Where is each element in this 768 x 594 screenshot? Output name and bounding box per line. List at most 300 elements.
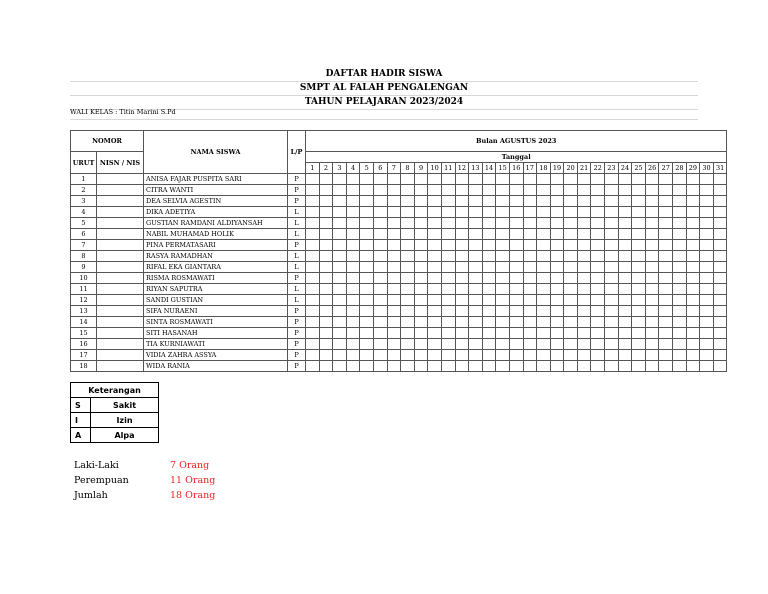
attendance-cell bbox=[713, 339, 727, 350]
attendance-cell bbox=[319, 273, 333, 284]
attendance-cell bbox=[441, 350, 455, 361]
student-name: DIKA ADETIYA bbox=[144, 207, 288, 218]
attendance-cell bbox=[537, 207, 551, 218]
day-number: 25 bbox=[632, 163, 646, 174]
attendance-cell bbox=[605, 295, 619, 306]
attendance-cell bbox=[373, 295, 387, 306]
student-nisn bbox=[97, 306, 144, 317]
day-number: 13 bbox=[469, 163, 483, 174]
attendance-cell bbox=[577, 306, 591, 317]
attendance-cell bbox=[319, 229, 333, 240]
attendance-cell bbox=[306, 174, 320, 185]
attendance-cell bbox=[700, 339, 714, 350]
attendance-cell bbox=[686, 306, 700, 317]
attendance-cell bbox=[482, 218, 496, 229]
student-number: 7 bbox=[71, 240, 97, 251]
attendance-cell bbox=[713, 273, 727, 284]
attendance-cell bbox=[605, 174, 619, 185]
day-number: 2 bbox=[319, 163, 333, 174]
attendance-cell bbox=[428, 284, 442, 295]
attendance-cell bbox=[659, 306, 673, 317]
attendance-cell bbox=[319, 174, 333, 185]
attendance-cell bbox=[373, 361, 387, 372]
attendance-cell bbox=[401, 306, 415, 317]
student-name: VIDIA ZAHRA ASSYA bbox=[144, 350, 288, 361]
attendance-cell bbox=[469, 328, 483, 339]
attendance-cell bbox=[360, 328, 374, 339]
attendance-cell bbox=[632, 317, 646, 328]
attendance-cell bbox=[455, 361, 469, 372]
attendance-cell bbox=[632, 295, 646, 306]
attendance-cell bbox=[537, 185, 551, 196]
attendance-cell bbox=[428, 317, 442, 328]
attendance-cell bbox=[686, 361, 700, 372]
attendance-cell bbox=[401, 361, 415, 372]
attendance-cell bbox=[577, 207, 591, 218]
attendance-cell bbox=[333, 317, 347, 328]
attendance-cell bbox=[550, 229, 564, 240]
attendance-cell bbox=[632, 174, 646, 185]
attendance-cell bbox=[306, 295, 320, 306]
student-row bbox=[71, 273, 727, 284]
attendance-cell bbox=[686, 339, 700, 350]
attendance-cell bbox=[564, 328, 578, 339]
attendance-cell bbox=[387, 240, 401, 251]
attendance-cell bbox=[346, 273, 360, 284]
attendance-cell bbox=[387, 273, 401, 284]
summary-row bbox=[74, 458, 215, 473]
attendance-cell bbox=[387, 262, 401, 273]
attendance-cell bbox=[469, 317, 483, 328]
attendance-cell bbox=[401, 295, 415, 306]
attendance-cell bbox=[632, 251, 646, 262]
attendance-cell bbox=[577, 229, 591, 240]
attendance-cell bbox=[509, 284, 523, 295]
attendance-cell bbox=[455, 350, 469, 361]
attendance-cell bbox=[346, 328, 360, 339]
attendance-cell bbox=[373, 196, 387, 207]
attendance-cell bbox=[550, 306, 564, 317]
attendance-cell bbox=[469, 262, 483, 273]
attendance-cell bbox=[360, 273, 374, 284]
student-gender: P bbox=[288, 196, 306, 207]
attendance-cell bbox=[523, 295, 537, 306]
attendance-cell bbox=[605, 185, 619, 196]
attendance-cell bbox=[577, 218, 591, 229]
student-gender: P bbox=[288, 240, 306, 251]
attendance-cell bbox=[645, 284, 659, 295]
attendance-cell bbox=[605, 306, 619, 317]
attendance-cell bbox=[373, 240, 387, 251]
student-nisn bbox=[97, 339, 144, 350]
legend-code: S bbox=[71, 398, 91, 413]
attendance-cell bbox=[659, 251, 673, 262]
attendance-cell bbox=[577, 350, 591, 361]
attendance-cell bbox=[618, 339, 632, 350]
attendance-cell bbox=[414, 273, 428, 284]
student-name: RIFAL EKA GIANTARA bbox=[144, 262, 288, 273]
attendance-cell bbox=[673, 306, 687, 317]
legend-label: Izin bbox=[91, 413, 159, 428]
day-number: 15 bbox=[496, 163, 510, 174]
attendance-cell bbox=[346, 240, 360, 251]
student-row bbox=[71, 284, 727, 295]
attendance-cell bbox=[645, 185, 659, 196]
student-nisn bbox=[97, 218, 144, 229]
attendance-cell bbox=[441, 185, 455, 196]
attendance-cell bbox=[659, 229, 673, 240]
student-row bbox=[71, 295, 727, 306]
day-number: 5 bbox=[360, 163, 374, 174]
attendance-cell bbox=[496, 350, 510, 361]
attendance-cell bbox=[346, 262, 360, 273]
attendance-cell bbox=[700, 218, 714, 229]
attendance-cell bbox=[401, 328, 415, 339]
attendance-cell bbox=[333, 251, 347, 262]
attendance-cell bbox=[645, 207, 659, 218]
attendance-cell bbox=[333, 229, 347, 240]
day-number: 16 bbox=[509, 163, 523, 174]
attendance-cell bbox=[441, 306, 455, 317]
attendance-cell bbox=[591, 196, 605, 207]
student-row bbox=[71, 207, 727, 218]
student-row bbox=[71, 240, 727, 251]
student-nisn bbox=[97, 229, 144, 240]
attendance-cell bbox=[618, 218, 632, 229]
attendance-cell bbox=[373, 350, 387, 361]
attendance-cell bbox=[550, 185, 564, 196]
attendance-cell bbox=[700, 361, 714, 372]
attendance-cell bbox=[618, 174, 632, 185]
attendance-cell bbox=[414, 185, 428, 196]
attendance-cell bbox=[428, 350, 442, 361]
attendance-cell bbox=[591, 306, 605, 317]
attendance-cell bbox=[645, 339, 659, 350]
student-name: TIA KURNIAWATI bbox=[144, 339, 288, 350]
day-number: 18 bbox=[537, 163, 551, 174]
attendance-cell bbox=[673, 328, 687, 339]
attendance-cell bbox=[537, 284, 551, 295]
attendance-cell bbox=[645, 251, 659, 262]
attendance-cell bbox=[591, 350, 605, 361]
attendance-cell bbox=[700, 350, 714, 361]
attendance-cell bbox=[618, 350, 632, 361]
attendance-cell bbox=[306, 251, 320, 262]
attendance-cell bbox=[441, 240, 455, 251]
attendance-cell bbox=[319, 207, 333, 218]
attendance-cell bbox=[537, 262, 551, 273]
student-row bbox=[71, 229, 727, 240]
attendance-cell bbox=[482, 185, 496, 196]
attendance-cell bbox=[659, 339, 673, 350]
student-gender: L bbox=[288, 207, 306, 218]
attendance-cell bbox=[564, 251, 578, 262]
attendance-cell bbox=[537, 251, 551, 262]
attendance-cell bbox=[509, 185, 523, 196]
student-number: 13 bbox=[71, 306, 97, 317]
attendance-cell bbox=[333, 361, 347, 372]
attendance-cell bbox=[713, 229, 727, 240]
student-gender: L bbox=[288, 218, 306, 229]
attendance-cell bbox=[401, 218, 415, 229]
attendance-cell bbox=[428, 295, 442, 306]
attendance-cell bbox=[591, 262, 605, 273]
attendance-cell bbox=[618, 273, 632, 284]
attendance-cell bbox=[373, 262, 387, 273]
attendance-cell bbox=[564, 240, 578, 251]
attendance-cell bbox=[482, 328, 496, 339]
attendance-cell bbox=[333, 284, 347, 295]
attendance-cell bbox=[306, 262, 320, 273]
attendance-cell bbox=[496, 185, 510, 196]
attendance-cell bbox=[455, 207, 469, 218]
attendance-cell bbox=[645, 218, 659, 229]
attendance-cell bbox=[373, 284, 387, 295]
attendance-cell bbox=[591, 328, 605, 339]
attendance-cell bbox=[645, 361, 659, 372]
attendance-cell bbox=[564, 273, 578, 284]
attendance-cell bbox=[550, 361, 564, 372]
attendance-cell bbox=[387, 174, 401, 185]
attendance-cell bbox=[441, 207, 455, 218]
day-number: 30 bbox=[700, 163, 714, 174]
attendance-cell bbox=[523, 339, 537, 350]
attendance-cell bbox=[686, 185, 700, 196]
student-number: 9 bbox=[71, 262, 97, 273]
attendance-cell bbox=[455, 273, 469, 284]
student-row bbox=[71, 218, 727, 229]
attendance-cell bbox=[319, 240, 333, 251]
attendance-cell bbox=[673, 218, 687, 229]
attendance-cell bbox=[441, 229, 455, 240]
attendance-cell bbox=[360, 207, 374, 218]
attendance-cell bbox=[686, 207, 700, 218]
attendance-cell bbox=[577, 262, 591, 273]
attendance-cell bbox=[333, 185, 347, 196]
attendance-table bbox=[70, 130, 727, 372]
attendance-cell bbox=[659, 350, 673, 361]
attendance-cell bbox=[387, 350, 401, 361]
attendance-cell bbox=[713, 174, 727, 185]
attendance-cell bbox=[455, 306, 469, 317]
attendance-cell bbox=[659, 262, 673, 273]
school-name: SMPT AL FALAH PENGALENGAN bbox=[70, 82, 698, 96]
attendance-cell bbox=[618, 229, 632, 240]
attendance-cell bbox=[673, 207, 687, 218]
day-number: 31 bbox=[713, 163, 727, 174]
attendance-cell bbox=[700, 262, 714, 273]
attendance-cell bbox=[469, 229, 483, 240]
student-row bbox=[71, 361, 727, 372]
student-name: SANDI GUSTIAN bbox=[144, 295, 288, 306]
attendance-cell bbox=[673, 339, 687, 350]
attendance-cell bbox=[673, 251, 687, 262]
attendance-cell bbox=[523, 196, 537, 207]
attendance-cell bbox=[455, 240, 469, 251]
summary-block bbox=[74, 458, 215, 503]
attendance-cell bbox=[591, 174, 605, 185]
attendance-cell bbox=[591, 295, 605, 306]
student-row bbox=[71, 251, 727, 262]
attendance-cell bbox=[686, 328, 700, 339]
attendance-cell bbox=[659, 185, 673, 196]
attendance-cell bbox=[700, 196, 714, 207]
attendance-cell bbox=[686, 350, 700, 361]
attendance-cell bbox=[700, 273, 714, 284]
attendance-cell bbox=[496, 361, 510, 372]
attendance-cell bbox=[673, 273, 687, 284]
summary-row bbox=[74, 488, 215, 503]
attendance-cell bbox=[346, 339, 360, 350]
day-number: 27 bbox=[659, 163, 673, 174]
attendance-cell bbox=[673, 317, 687, 328]
attendance-cell bbox=[319, 350, 333, 361]
attendance-cell bbox=[346, 229, 360, 240]
student-row bbox=[71, 185, 727, 196]
attendance-cell bbox=[659, 174, 673, 185]
legend-label: Alpa bbox=[91, 428, 159, 443]
attendance-cell bbox=[537, 240, 551, 251]
student-nisn bbox=[97, 273, 144, 284]
attendance-cell bbox=[306, 350, 320, 361]
attendance-cell bbox=[469, 174, 483, 185]
attendance-cell bbox=[550, 350, 564, 361]
student-name: GUSTIAN RAMDANI ALDIYANSAH bbox=[144, 218, 288, 229]
attendance-cell bbox=[686, 218, 700, 229]
attendance-cell bbox=[523, 262, 537, 273]
attendance-cell bbox=[713, 240, 727, 251]
attendance-cell bbox=[564, 317, 578, 328]
attendance-cell bbox=[509, 273, 523, 284]
attendance-cell bbox=[713, 328, 727, 339]
attendance-cell bbox=[306, 306, 320, 317]
attendance-cell bbox=[523, 284, 537, 295]
attendance-cell bbox=[509, 350, 523, 361]
attendance-cell bbox=[509, 262, 523, 273]
day-number: 19 bbox=[550, 163, 564, 174]
attendance-cell bbox=[509, 240, 523, 251]
attendance-cell bbox=[387, 218, 401, 229]
attendance-cell bbox=[645, 229, 659, 240]
attendance-cell bbox=[401, 339, 415, 350]
student-name: CITRA WANTI bbox=[144, 185, 288, 196]
attendance-cell bbox=[564, 284, 578, 295]
student-row bbox=[71, 328, 727, 339]
attendance-cell bbox=[577, 339, 591, 350]
attendance-cell bbox=[414, 262, 428, 273]
attendance-cell bbox=[401, 240, 415, 251]
month-header: Bulan AGUSTUS 2023 bbox=[306, 131, 727, 152]
attendance-cell bbox=[713, 295, 727, 306]
attendance-cell bbox=[414, 229, 428, 240]
student-nisn bbox=[97, 350, 144, 361]
attendance-cell bbox=[455, 339, 469, 350]
attendance-cell bbox=[333, 240, 347, 251]
attendance-cell bbox=[306, 273, 320, 284]
attendance-cell bbox=[645, 174, 659, 185]
attendance-cell bbox=[645, 328, 659, 339]
attendance-cell bbox=[360, 218, 374, 229]
attendance-cell bbox=[686, 196, 700, 207]
attendance-cell bbox=[564, 361, 578, 372]
attendance-cell bbox=[523, 306, 537, 317]
attendance-cell bbox=[605, 284, 619, 295]
attendance-cell bbox=[333, 339, 347, 350]
student-gender: P bbox=[288, 317, 306, 328]
attendance-cell bbox=[428, 218, 442, 229]
attendance-cell bbox=[469, 295, 483, 306]
attendance-cell bbox=[455, 185, 469, 196]
student-gender: L bbox=[288, 284, 306, 295]
day-number: 12 bbox=[455, 163, 469, 174]
attendance-cell bbox=[346, 350, 360, 361]
attendance-cell bbox=[469, 284, 483, 295]
attendance-cell bbox=[346, 174, 360, 185]
student-name: SINTA ROSMAWATI bbox=[144, 317, 288, 328]
attendance-cell bbox=[428, 185, 442, 196]
day-number: 20 bbox=[564, 163, 578, 174]
attendance-cell bbox=[605, 240, 619, 251]
attendance-cell bbox=[605, 273, 619, 284]
attendance-cell bbox=[496, 339, 510, 350]
attendance-cell bbox=[673, 361, 687, 372]
student-nisn bbox=[97, 284, 144, 295]
attendance-cell bbox=[605, 229, 619, 240]
academic-year: TAHUN PELAJARAN 2023/2024 bbox=[70, 96, 698, 110]
attendance-cell bbox=[441, 273, 455, 284]
student-row bbox=[71, 196, 727, 207]
attendance-cell bbox=[713, 262, 727, 273]
attendance-cell bbox=[306, 185, 320, 196]
attendance-cell bbox=[441, 328, 455, 339]
student-gender: P bbox=[288, 273, 306, 284]
nama-header: NAMA SISWA bbox=[144, 131, 288, 174]
attendance-cell bbox=[686, 251, 700, 262]
attendance-cell bbox=[605, 262, 619, 273]
attendance-cell bbox=[523, 207, 537, 218]
student-name: WIDA RANIA bbox=[144, 361, 288, 372]
attendance-cell bbox=[496, 229, 510, 240]
attendance-cell bbox=[428, 240, 442, 251]
attendance-cell bbox=[550, 317, 564, 328]
attendance-cell bbox=[441, 295, 455, 306]
legend-label: Sakit bbox=[91, 398, 159, 413]
attendance-cell bbox=[564, 174, 578, 185]
attendance-cell bbox=[401, 251, 415, 262]
attendance-cell bbox=[686, 262, 700, 273]
attendance-cell bbox=[537, 218, 551, 229]
attendance-cell bbox=[482, 273, 496, 284]
attendance-cell bbox=[360, 284, 374, 295]
attendance-cell bbox=[387, 361, 401, 372]
attendance-cell bbox=[591, 185, 605, 196]
attendance-cell bbox=[632, 306, 646, 317]
attendance-cell bbox=[469, 273, 483, 284]
attendance-cell bbox=[428, 196, 442, 207]
attendance-cell bbox=[509, 361, 523, 372]
attendance-cell bbox=[713, 185, 727, 196]
attendance-cell bbox=[537, 339, 551, 350]
attendance-cell bbox=[414, 240, 428, 251]
attendance-cell bbox=[537, 361, 551, 372]
lp-header: L/P bbox=[288, 131, 306, 174]
attendance-cell bbox=[632, 361, 646, 372]
attendance-cell bbox=[591, 317, 605, 328]
attendance-cell bbox=[306, 207, 320, 218]
summary-value: 7 Orang bbox=[170, 460, 210, 471]
attendance-cell bbox=[509, 317, 523, 328]
attendance-cell bbox=[373, 306, 387, 317]
